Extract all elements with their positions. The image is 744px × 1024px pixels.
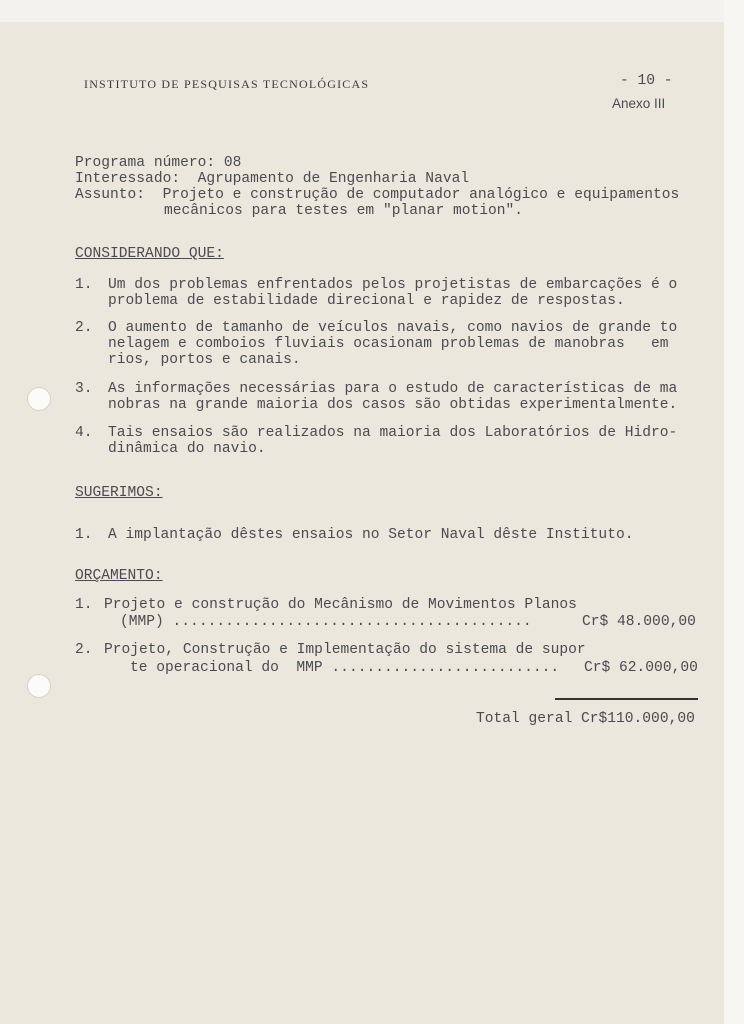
page-number: - 10 -: [620, 73, 673, 89]
assunto-line-cont: mecânicos para testes em "planar motion".: [164, 203, 524, 219]
item-text: rios, portos e canais.: [108, 352, 301, 368]
item-text: Um dos problemas enfrentados pelos projetistas de embarcações é o: [108, 277, 678, 293]
institution-header: INSTITUTO DE PESQUISAS TECNOLÓGICAS: [84, 77, 370, 91]
sum-rule: [555, 698, 698, 700]
item-text: As informações necessárias para o estudo de características de ma: [108, 381, 678, 397]
assunto-line: Assunto: Projeto e construção de computador analógico e equipamentos: [75, 187, 680, 203]
punch-hole: [27, 387, 51, 411]
budget-description: Projeto e construção do Mecânismo de Movimentos Planos: [104, 597, 577, 613]
sugerimos-heading: SUGERIMOS:: [75, 485, 163, 501]
item-number: 2.: [75, 320, 93, 336]
total-label: Total geral: [476, 711, 573, 727]
budget-number: 1.: [75, 597, 93, 613]
orcamento-heading: ORÇAMENTO:: [75, 568, 163, 584]
item-text: A implantação dêstes ensaios no Setor Naval dêste Instituto.: [108, 527, 634, 543]
item-text: problema de estabilidade direcional e rapidez de respostas.: [108, 293, 625, 309]
item-text: nobras na grande maioria dos casos são obtidas experimentalmente.: [108, 397, 678, 413]
item-number: 1.: [75, 277, 93, 293]
interessado-line: Interessado: Agrupamento de Engenharia Naval: [75, 171, 470, 187]
item-text: nelagem e comboios fluviais ocasionam problemas de manobras em: [108, 336, 669, 352]
item-text: dinâmica do navio.: [108, 441, 266, 457]
budget-description-cont: (MMP) .........................................: [120, 614, 532, 630]
annex-label: Anexo III: [612, 96, 666, 111]
punch-hole: [27, 674, 51, 698]
programa-line: Programa número: 08: [75, 155, 242, 171]
total-amount: Cr$110.000,00: [581, 711, 695, 727]
item-number: 3.: [75, 381, 93, 397]
scan-edge: [724, 0, 744, 1024]
item-number: 1.: [75, 527, 93, 543]
item-number: 4.: [75, 425, 93, 441]
budget-number: 2.: [75, 642, 93, 658]
item-text: Tais ensaios são realizados na maioria dos Laboratórios de Hidro-: [108, 425, 678, 441]
budget-description-cont: te operacional do MMP ..........................: [130, 660, 560, 676]
budget-amount: Cr$ 62.000,00: [584, 660, 698, 676]
budget-amount: Cr$ 48.000,00: [582, 614, 696, 630]
budget-description: Projeto, Construção e Implementação do sistema de supor: [104, 642, 586, 658]
item-text: O aumento de tamanho de veículos navais, como navios de grande to: [108, 320, 678, 336]
considerando-heading: CONSIDERANDO QUE:: [75, 246, 224, 262]
